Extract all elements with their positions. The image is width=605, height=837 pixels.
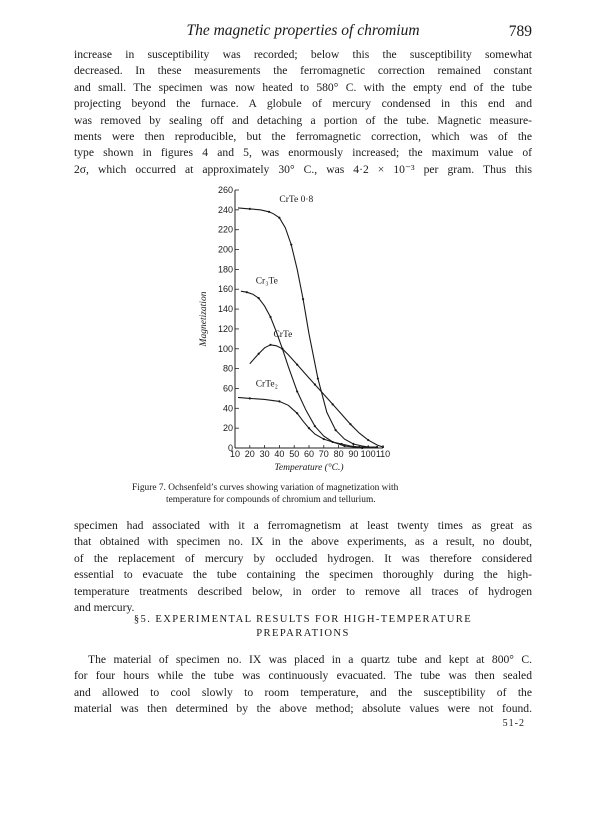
series-label: CrTe [273, 329, 293, 340]
y-tick-label: 40 [222, 403, 233, 414]
caption-line-1: Figure 7. Ochsenfeld’s curves showing variation of magnetization with [132, 483, 399, 493]
y-tick-label: 140 [217, 304, 233, 315]
text-line: specimen had associated with it a ferromagnetism at least twenty times as great as [74, 519, 532, 532]
y-tick-label: 260 [217, 185, 233, 195]
data-point [332, 403, 334, 405]
data-point [269, 344, 271, 346]
y-tick-label: 80 [222, 363, 233, 374]
data-point [349, 423, 351, 425]
series-line [238, 208, 368, 447]
data-point [249, 397, 251, 399]
y-tick-label: 160 [217, 284, 233, 295]
section-heading-line-1: §5. EXPERIMENTAL RESULTS FOR HIGH-TEMPERATURE [133, 614, 473, 625]
y-tick-label: 180 [217, 264, 233, 275]
x-tick-label: 110 [375, 449, 391, 459]
signature-mark: 51-2 [502, 718, 525, 729]
y-tick-label: 20 [222, 423, 233, 434]
paragraph-3 [74, 652, 532, 718]
text-line: increase in susceptibility was recorded; below this the susceptibility somewhat [74, 48, 532, 61]
x-tick-label: 80 [333, 449, 344, 459]
text-line: material was then determined by the above method; absolute values were not found. [74, 702, 532, 716]
data-point [314, 425, 316, 427]
data-point [278, 400, 280, 402]
y-tick-label: 60 [222, 383, 233, 394]
x-tick-label: 70 [318, 449, 329, 459]
y-tick-label: 200 [217, 244, 233, 255]
x-tick-label: 50 [289, 449, 300, 459]
data-point [296, 390, 298, 392]
y-tick-label: 220 [217, 224, 233, 235]
running-title: The magnetic properties of chromium [186, 22, 420, 39]
data-point [358, 446, 360, 448]
text-line: ments were then reproducible, but the ferromagnetic correction, which was of the [74, 130, 532, 144]
data-point [323, 438, 325, 440]
text-line: and mercury. [74, 601, 135, 615]
x-tick-label: 30 [259, 449, 270, 459]
data-point [269, 316, 271, 318]
section-heading-line-2: PREPARATIONS [256, 628, 350, 639]
text-line: decreased. In these measurements the ferromagnetic correction remained constant [74, 64, 532, 78]
text-line: and small. The specimen was now heated to 580° C. with the empty end of the tube [74, 80, 532, 94]
data-point [249, 208, 251, 210]
text-line: 2σ, which occurred at approximately 30° C., was 4·2 × 10⁻³ per gram. Thus this [74, 162, 532, 176]
text-line: projecting beyond the furnace. A globule of mercury condensed in this end and [74, 97, 532, 111]
series-line [238, 397, 377, 447]
text-line: for four hours while the tube was continuously evacuated. The tube was then sealed [74, 669, 532, 683]
data-point [382, 446, 384, 448]
data-point [258, 297, 260, 299]
text-line: of the replacement of mercury by occluded hydrogen. It was therefore considered [74, 551, 532, 565]
text-line: The material of specimen no. IX was placed in a quartz tube and kept at 800° C. [88, 653, 532, 666]
data-point [308, 427, 310, 429]
series-label: CrTe₂ [255, 379, 278, 390]
x-axis-title: Temperature (°C.) [274, 463, 344, 473]
data-point [317, 377, 319, 379]
data-point [281, 348, 283, 350]
data-point [246, 291, 248, 293]
y-tick-label: 0 [227, 443, 233, 453]
x-tick-label: 90 [348, 449, 359, 459]
y-tick-label: 120 [217, 323, 233, 334]
text-line: and allowed to cool slowly to room temperature, and the susceptibility of the [74, 685, 532, 699]
text-line: essential to evacuate the tube containing the specimen thoroughly during the high- [74, 568, 532, 582]
data-point [296, 364, 298, 366]
data-point [296, 412, 298, 414]
x-tick-label: 100 [360, 449, 376, 459]
data-point [268, 211, 270, 213]
section-heading [74, 613, 532, 641]
page-number: 789 [508, 23, 532, 40]
data-point [258, 353, 260, 355]
data-point [290, 243, 292, 245]
data-point [376, 446, 378, 448]
data-point [335, 429, 337, 431]
text-line: type shown in figures 4 and 5, was enormously increased; the maximum value of [74, 146, 532, 160]
series-label: Cr₃Te [255, 276, 278, 287]
x-tick-label: 20 [244, 449, 255, 459]
data-point [352, 443, 354, 445]
data-point [314, 383, 316, 385]
series-line [250, 345, 383, 447]
data-point [340, 443, 342, 445]
y-tick-label: 100 [217, 343, 233, 354]
figure-caption [132, 482, 472, 506]
x-tick-label: 10 [229, 449, 241, 459]
data-point [302, 298, 304, 300]
data-point [367, 439, 369, 441]
text-line: temperature treatments described below, in order to remove all traces of hydrogen [74, 584, 532, 598]
y-tick-label: 240 [217, 204, 233, 215]
data-point [278, 217, 280, 219]
x-tick-label: 60 [303, 449, 315, 459]
caption-line-2: temperature for compounds of chromium and tellurium. [166, 495, 376, 505]
paragraph-2 [74, 518, 532, 616]
text-line: that obtained with specimen no. IX in the above experiments, as a result, no doubt, [74, 535, 532, 549]
y-axis-title: Magnetization [199, 291, 209, 347]
x-tick-label: 40 [274, 449, 285, 459]
text-line: was removed by sealing off and detaching a portion of the tube. Magnetic measure- [74, 113, 532, 127]
series-label: CrTe 0·8 [279, 194, 314, 205]
